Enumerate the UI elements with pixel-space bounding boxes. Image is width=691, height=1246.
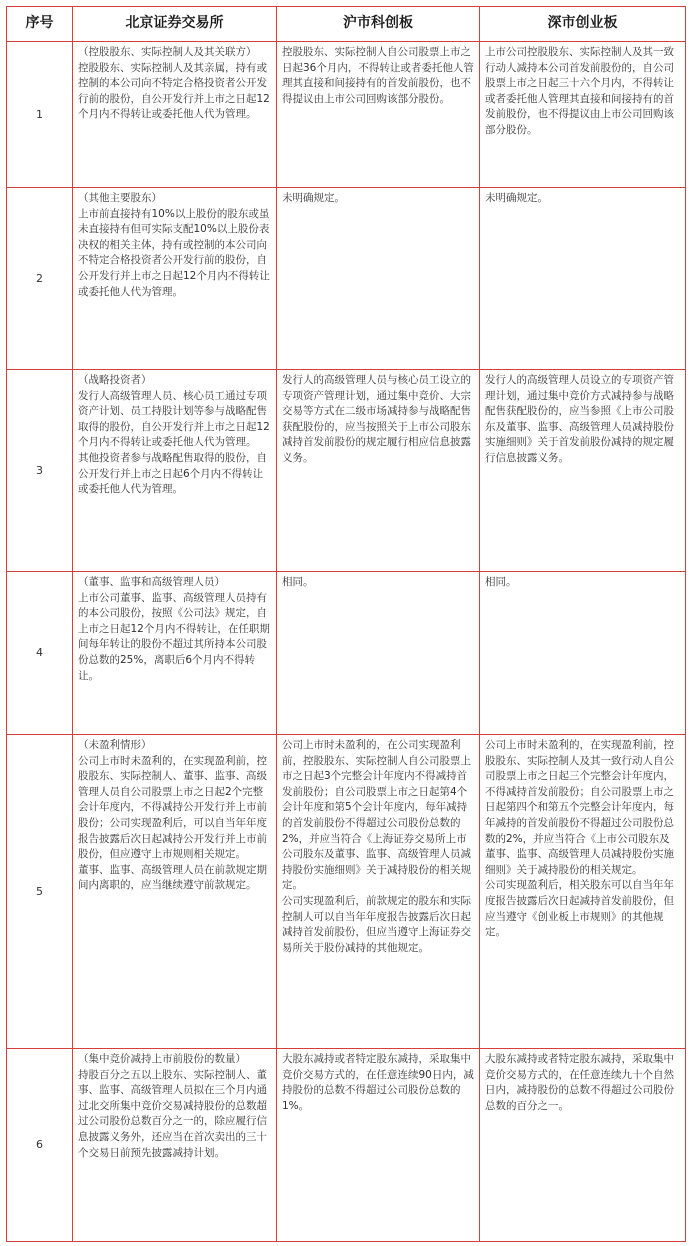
cell-chinext — [480, 735, 686, 1049]
cell-text: 发行人的高级管理人员设立的专项资产管理计划，通过集中竞价方式减持参与战略配售获配股份的，应当参照《上市公司股东及董事、监事、高级管理人员减持股份实施细则》关于首发前股份减持的规定履行信息披露义务。 — [485, 374, 674, 464]
cell-chinext — [480, 572, 686, 735]
header-seq: 序号 — [7, 7, 73, 42]
cell-chinext — [480, 370, 686, 572]
cell-text: 大股东减持或者特定股东减持，采取集中竞价交易方式的，在任意连续九十个自然日内，减持股份的总数不得超过公司股份总数的百分之一。 — [485, 1053, 674, 1112]
cell-text: （战略投资者） 发行人高级管理人员、核心员工通过专项资产计划、员工持股计划等参与战略配售取得的股份，自公开发行并上市之日起12个月内不得转让或委托他人代为管理。 其他投资者参与战略配售取得的股份，自公开发行并上市之日起6个月内不得转让或委托他人代为管理。 — [78, 374, 270, 496]
cell-chinext — [480, 42, 686, 188]
row-number: 5 — [7, 735, 73, 1049]
header-bse: 北京证券交易所 — [73, 7, 277, 42]
row-number: 4 — [7, 572, 73, 735]
cell-text: （未盈利情形） 公司上市时未盈利的，在实现盈利前，控股股东、实际控制人、董事、监事、高级管理人员自公司股票上市之日起2个完整会计年度内，不得减持公开发行并上市前股份；公司实现盈利后，可以自当年年度报告披露后次日起减持公开发行并上市前股份，但应遵守上市规则相关规定。 董事、监事、高级管理人员在前款规定期间内离职的，应当继续遵守前款规定。 — [78, 739, 267, 892]
cell-star-market — [277, 188, 480, 370]
cell-text: 相同。 — [282, 576, 314, 588]
table-row — [7, 1049, 686, 1242]
cell-text: （董事、监事和高级管理人员） 上市公司董事、监事、高级管理人员持有的本公司股份，按照《公司法》规定，自上市之日起12个月内不得转让，在任职期间每年转让的股份不超过其所持本公司股份总数的25%，离职后6个月内不得转让。 — [78, 576, 270, 682]
cell-star-market — [277, 1049, 480, 1242]
table-row — [7, 42, 686, 188]
table-row — [7, 188, 686, 370]
header-chinext: 深市创业板 — [480, 7, 686, 42]
cell-bse — [73, 735, 277, 1049]
cell-text: 相同。 — [485, 576, 517, 588]
cell-star-market — [277, 370, 480, 572]
table-row — [7, 370, 686, 572]
cell-chinext — [480, 188, 686, 370]
cell-bse — [73, 42, 277, 188]
row-number: 6 — [7, 1049, 73, 1242]
cell-text: （控股股东、实际控制人及其关联方） 控股股东、实际控制人及其亲属，持有或控制的本公司向不特定合格投资者公开发行前的股份，自公开发行并上市之日起12个月内不得转让或委托他人代为管理。 — [78, 46, 270, 121]
cell-bse — [73, 1049, 277, 1242]
cell-text: （集中竞价减持上市前股份的数量） 持股百分之五以上股东、实际控制人、董事、监事、高级管理人员拟在三个月内通过北交所集中竞价交易减持股份的总数超过公司股份总数百分之一的，除应履行信息披露义务外，还应当在首次卖出的三十个交易日前预先披露减持计划。 — [78, 1053, 267, 1159]
comparison-table — [6, 6, 686, 1242]
cell-star-market — [277, 735, 480, 1049]
cell-star-market — [277, 572, 480, 735]
cell-text: 控股股东、实际控制人自公司股票上市之日起36个月内，不得转让或者委托他人管理其直接和间接持有的首发前股份，也不得提议由上市公司回购该部分股份。 — [282, 46, 474, 105]
header-star-market: 沪市科创板 — [277, 7, 480, 42]
cell-text: 公司上市时未盈利的，在公司实现盈利前，控股股东、实际控制人自公司股票上市之日起3个完整会计年度内不得减持首发前股份；自公司股票上市之日起第4个会计年度和第5个会计年度内，每年减持的首发前股份不得超过公司股份总数的2%，并应当符合《上海证券交易所上市公司股东及董事、监事、高级管理人员减持股份实施细则》关于减持股份的相关规定。 公司实现盈利后，前款规定的股东和实际控制人可以自当年年度报告披露后次日起减持首发前股份，但应当遵守上海证券交易所关于股份减持的其他规定。 — [282, 739, 471, 954]
cell-text: 未明确规定。 — [485, 192, 548, 204]
cell-bse — [73, 572, 277, 735]
cell-text: （其他主要股东） 上市前直接持有10%以上股份的股东或虽未直接持有但可实际支配10%以上股份表决权的相关主体，持有或控制的本公司向不特定合格投资者公开发行前的股份，自公开发行并上市之日起12个月内不得转让或委托他人代为管理。 — [78, 192, 270, 298]
header-row — [7, 7, 686, 42]
table-row — [7, 572, 686, 735]
cell-star-market — [277, 42, 480, 188]
cell-text: 发行人的高级管理人员与核心员工设立的专项资产管理计划，通过集中竞价、大宗交易等方式在二级市场减持参与战略配售获配股份的，应当按照关于上市公司股东减持首发前股份的规定履行相应信息披露义务。 — [282, 374, 471, 464]
cell-text: 公司上市时未盈利的，在实现盈利前，控股股东、实际控制人及其一致行动人自公司股票上市之日起三个完整会计年度内，不得减持首发前股份；自公司股票上市之日起第四个和第五个完整会计年度内，每年减持的首发前股份不得超过公司股份总数的2%，并应当符合《上市公司股东及董事、监事、高级管理人员减持股份实施细则》关于减持股份的相关规定。 公司实现盈利后，相关股东可以自当年年度报告披露后次日起减持首发前股份，但应当遵守《创业板上市规则》的其他规定。 — [485, 739, 674, 939]
cell-text: 大股东减持或者特定股东减持，采取集中竞价交易方式的，在任意连续90日内，减持股份的总数不得超过公司股份总数的1%。 — [282, 1053, 474, 1112]
row-number: 3 — [7, 370, 73, 572]
cell-text: 未明确规定。 — [282, 192, 345, 204]
cell-text: 上市公司控股股东、实际控制人及其一致行动人减持本公司首发前股份的，自公司股票上市之日起三十六个月内，不得转让或者委托他人管理其直接和间接持有的首发前股份，也不得提议由上市公司回购该部分股份。 — [485, 46, 674, 136]
row-number: 1 — [7, 42, 73, 188]
cell-bse — [73, 188, 277, 370]
table-row — [7, 735, 686, 1049]
cell-bse — [73, 370, 277, 572]
cell-chinext — [480, 1049, 686, 1242]
row-number: 2 — [7, 188, 73, 370]
